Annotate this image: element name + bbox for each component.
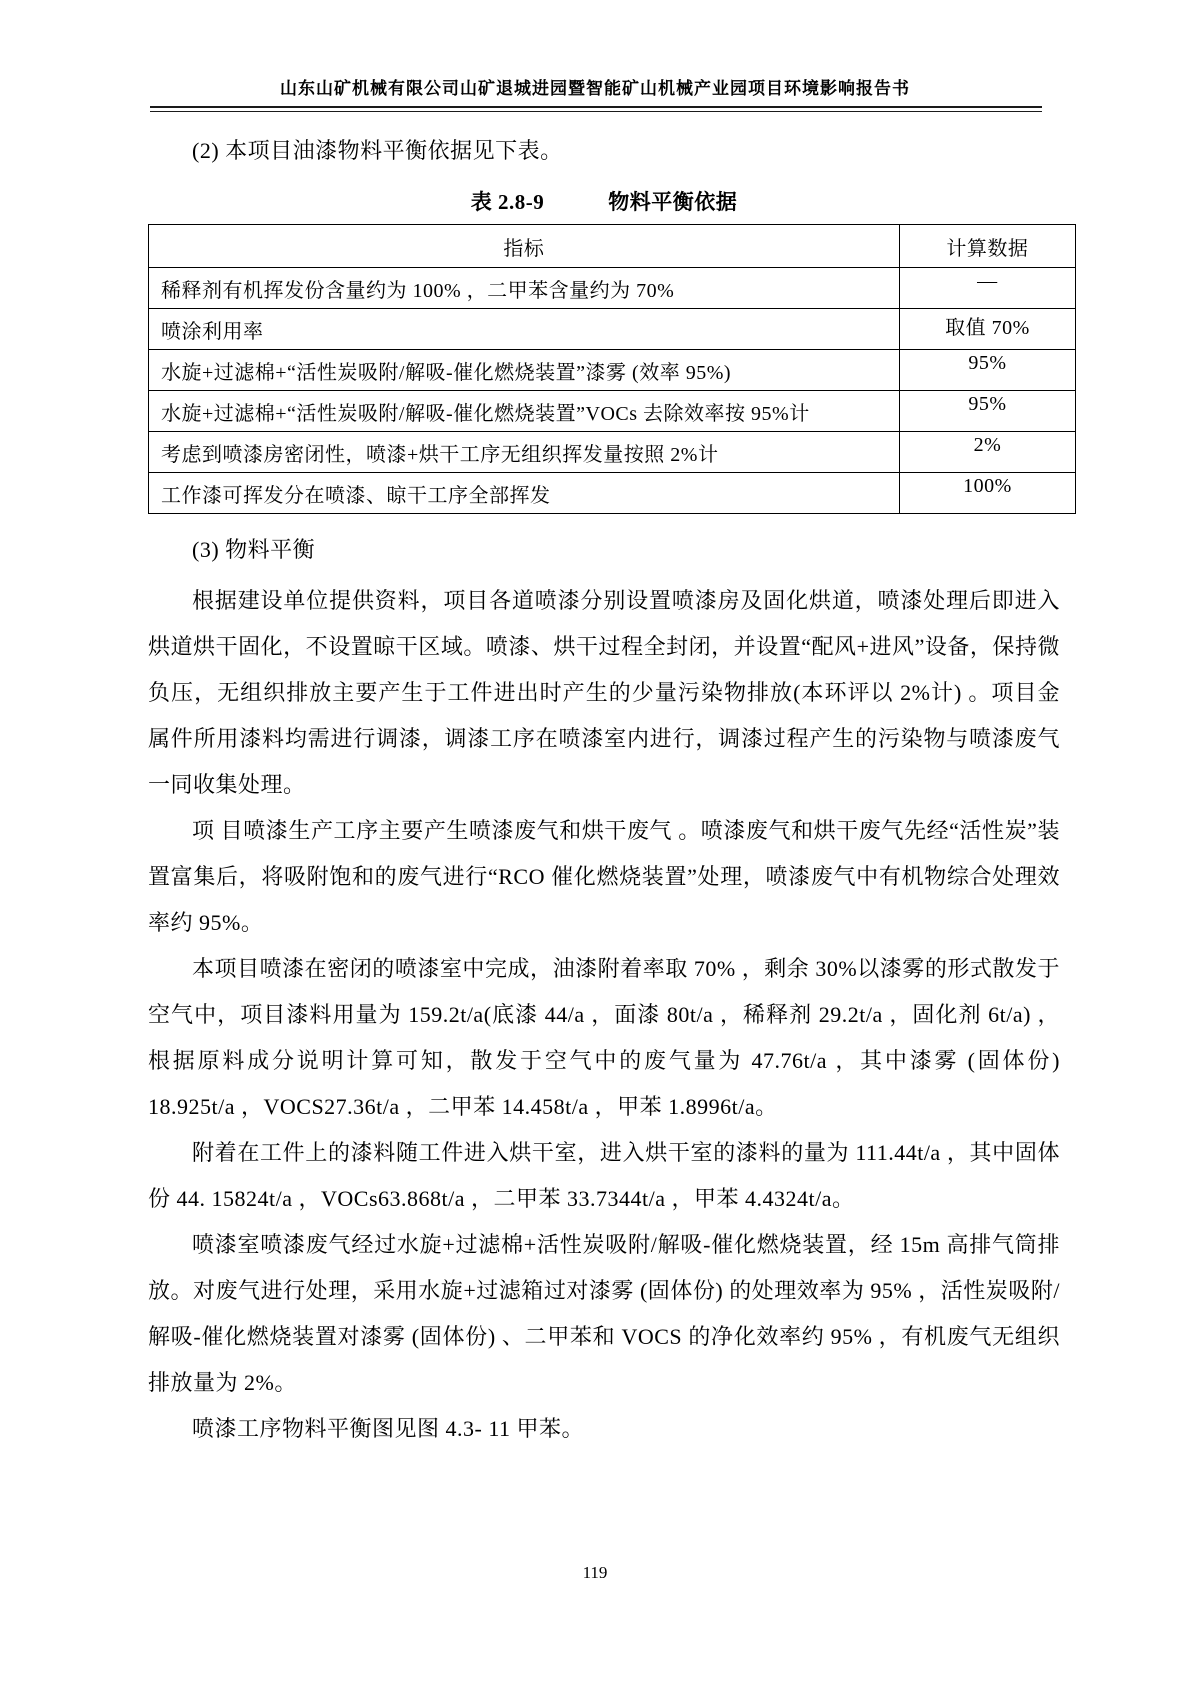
row-indicator: 稀释剂有机挥发份含量约为 100% ，二甲苯含量约为 70%: [149, 268, 900, 309]
table-row: [149, 350, 1076, 391]
table-row: [149, 432, 1076, 473]
column-header-calc-data: 计算数据: [899, 225, 1075, 268]
row-indicator: 水旋+过滤棉+“活性炭吸附/解吸-催化燃烧装置”VOCs 去除效率按 95%计: [149, 391, 900, 432]
table-caption-label: 表 2.8-9: [470, 190, 545, 214]
row-value: 取值 70%: [899, 309, 1075, 350]
row-value: 2%: [899, 432, 1075, 473]
row-value: 100%: [899, 473, 1075, 514]
intro-paragraph: (2) 本项目油漆物料平衡依据见下表。: [192, 138, 563, 163]
table-row: [149, 268, 1076, 309]
body-paragraph: 喷漆工序物料平衡图见图 4.3- 11 甲苯。: [192, 1416, 585, 1441]
table-caption-title: 物料平衡依据: [608, 190, 738, 214]
section-3-heading: (3) 物料平衡: [192, 537, 316, 562]
row-value: —: [899, 268, 1075, 309]
row-value: 95%: [899, 391, 1075, 432]
body-paragraph: 本项目喷漆在密闭的喷漆室中完成，油漆附着率取 70% ，剩余 30%以漆雾的形式散发于空气中，项目漆料用量为 159.2t/a(底漆 44/a ，面漆 80t/a ，稀释剂 29.2t/a ，固化剂 6t/a) ，根据原料成分说明计算可知，散发于空气中的废气量为 47.76t/a ，其中漆雾 (固体份) 18.925t/a ，VOCS27.36t/a ，二甲苯 14.458t/a ，甲苯 1.8996t/a。: [148, 956, 1060, 1119]
row-indicator: 考虑到喷漆房密闭性，喷漆+烘干工序无组织挥发量按照 2%计: [149, 432, 900, 473]
header-double-rule: [150, 106, 1042, 112]
page-header-title: 山东山矿机械有限公司山矿退城进园暨智能矿山机械产业园项目环境影响报告书: [280, 79, 910, 98]
body-paragraph: 项 目喷漆生产工序主要产生喷漆废气和烘干废气 。喷漆废气和烘干废气先经“活性炭”装置富集后，将吸附饱和的废气进行“RCO 催化燃烧装置”处理，喷漆废气中有机物综合处理效率约 95%。: [148, 818, 1060, 935]
table-caption: [148, 186, 1060, 216]
page-number: 119: [582, 1563, 608, 1582]
column-header-indicator: 指标: [149, 225, 900, 268]
table-header-row: [149, 225, 1076, 268]
body-paragraph: 附着在工件上的漆料随工件进入烘干室，进入烘干室的漆料的量为 111.44t/a ，其中固体份 44. 15824t/a ，VOCs63.868t/a ，二甲苯 33.7344t/a ，甲苯 4.4324t/a。: [148, 1140, 1060, 1211]
row-indicator: 工作漆可挥发分在喷漆、晾干工序全部挥发: [149, 473, 900, 514]
table-row: [149, 391, 1076, 432]
material-balance-table: [148, 224, 1076, 514]
row-indicator: 喷涂利用率: [149, 309, 900, 350]
row-value: 95%: [899, 350, 1075, 391]
page-content: [148, 134, 1060, 1452]
body-paragraph: 根据建设单位提供资料，项目各道喷漆分别设置喷漆房及固化烘道，喷漆处理后即进入烘道烘干固化，不设置晾干区域。喷漆、烘干过程全封闭，并设置“配风+进风”设备，保持微负压，无组织排放主要产生于工件进出时产生的少量污染物排放(本环评以 2%计) 。项目金属件所用漆料均需进行调漆，调漆工序在喷漆室内进行，调漆过程产生的污染物与喷漆废气一同收集处理。: [148, 588, 1060, 797]
row-indicator: 水旋+过滤棉+“活性炭吸附/解吸-催化燃烧装置”漆雾 (效率 95%): [149, 350, 900, 391]
table-row: [149, 309, 1076, 350]
table-row: [149, 473, 1076, 514]
body-paragraph: 喷漆室喷漆废气经过水旋+过滤棉+活性炭吸附/解吸-催化燃烧装置，经 15m 高排气筒排放。对废气进行处理，采用水旋+过滤箱过对漆雾 (固体份) 的处理效率为 95% ，活性炭吸附/解吸-催化燃烧装置对漆雾 (固体份) 、二甲苯和 VOCS 的净化效率约 95% ，有机废气无组织排放量为 2%。: [148, 1232, 1060, 1395]
